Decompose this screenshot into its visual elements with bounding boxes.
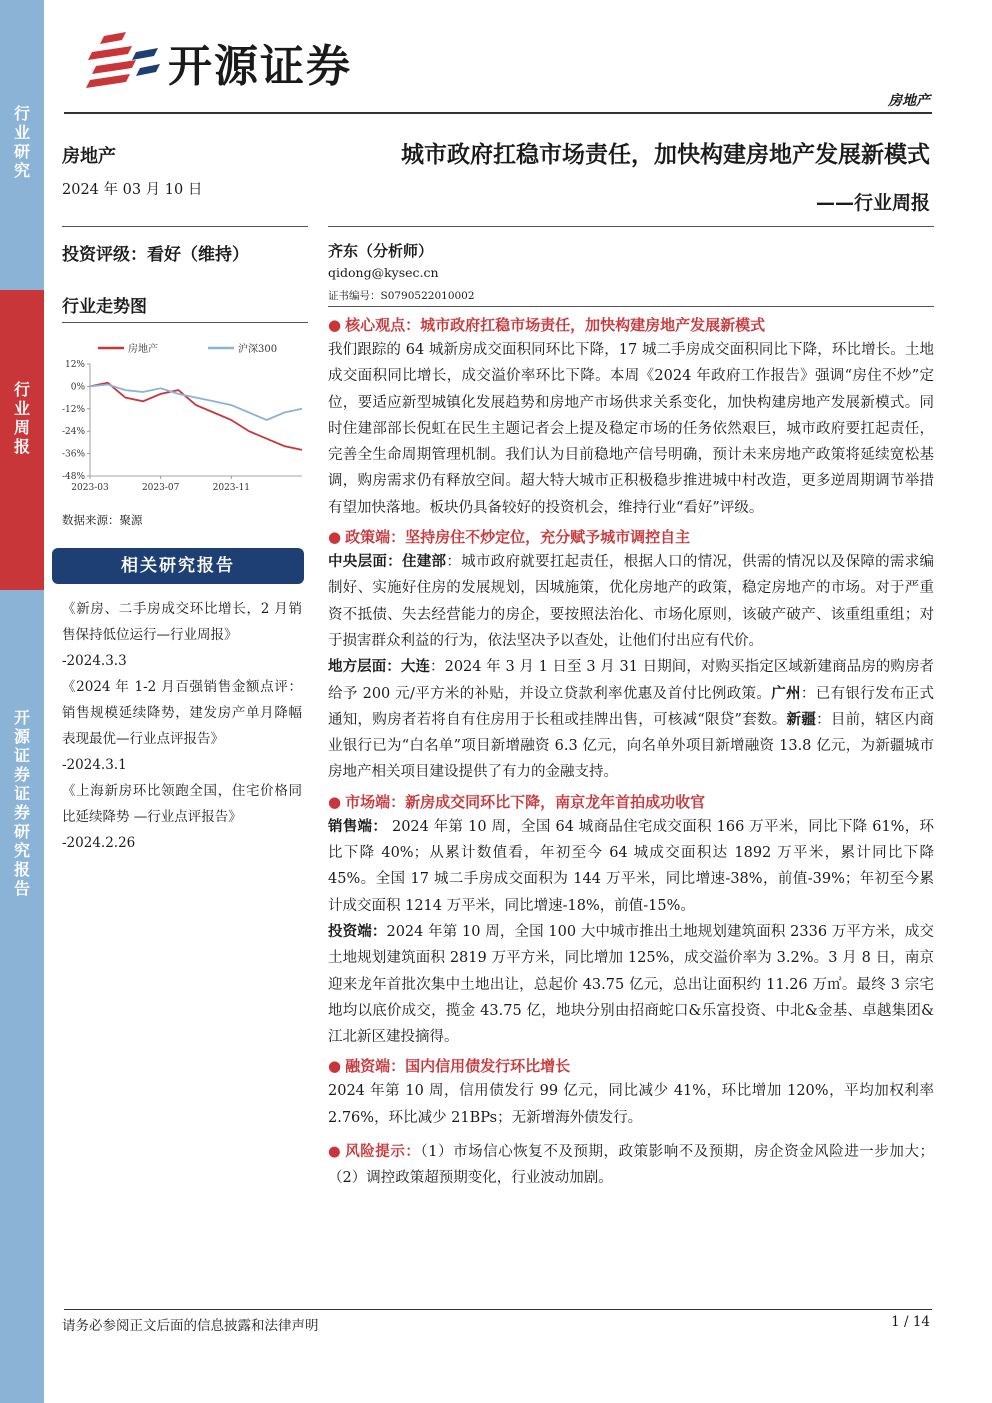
section-market-invest: 投资端：2024 年第 10 周，全国 100 大中城市推出土地规划建筑面积 2336 万平方米，成交土地规划建筑面积 2819 万平方米，同比增加 125%，成交溢价率为 3.2%。3 月 8 日，南京迎来龙年首批次集中土地出让，总起价 43.75 亿元，总出让面积约 11.26 万㎡。最终 3 宗宅地均以底价成交，揽金 43.75 亿，地块分别由招商蛇口&乐富投资、中北&金基、卓越集团&江北新区建投摘得。 [328,923,934,1046]
footer-divider [64,1309,932,1310]
chart-y-tick-label: 0% [70,382,85,393]
trend-title: 行业走势图 [62,297,147,317]
sidebar-strip-bottom [0,590,44,1403]
section-finance-body: 2024 年第 10 周，信用债发行 99 亿元，同比减少 41%，环比增加 120%，平均加权利率 2.76%，环比减少 21BPs；无新增海外债发行。 [328,1083,934,1126]
report-body [328,313,934,1192]
chart-x-tick-label: 2023-07 [141,483,180,493]
related-report-item[interactable] [62,596,302,674]
analyst-email[interactable]: qidong@kysec.cn [328,265,439,280]
chart-series-line [90,385,302,421]
left-divider-1 [62,226,308,227]
related-report-list [62,596,302,856]
section-finance-heading: ● 融资端：国内信用债发行环比增长 [328,1057,571,1076]
section-market-heading: ● 市场端：新房成交同环比下降，南京龙年首拍成功收官 [328,792,706,811]
analyst-cert: 证书编号：S0790522010002 [328,290,475,302]
left-divider-2 [62,322,308,323]
footer-page-number: 1 / 14 [891,1314,930,1330]
chart-y-tick-label: -12% [61,404,85,415]
right-divider [328,226,934,227]
section-risk: ● 风险提示：（1）市场信心恢复不及预期，政策影响不及预期，房企资金风险进一步加大；（2）调控政策超预期变化，行业波动加剧。 [328,1144,934,1187]
investment-rating [62,240,306,265]
analyst-name: 齐东（分析师） [328,242,434,260]
sidebar-strip-mid [0,290,44,590]
chart-y-tick-label: 12% [64,360,85,370]
chart-legend-label: 房地产 [128,344,158,355]
related-report-date: -2024.2.26 [62,835,136,851]
brand-logo-icon [86,32,160,88]
chart-x-tick-label: 2023-03 [71,483,109,493]
sidebar-label-mid: 行业周报 [13,380,30,456]
industry-name: 房地产 [62,146,116,167]
data-source: 数据来源：聚源 [62,513,143,527]
analyst-divider [328,306,934,307]
related-report-item[interactable] [62,778,302,856]
section-core-view-body: 我们跟踪的 64 城新房成交面积同环比下降，17 城二手房成交面积同比下降，环比增长。土地成交面积同比增长，成交溢价率环比下降。本周《2024 年政府工作报告》强调“房住不炒”定位，要适应新型城镇化发展趋势和房地产市场供求关系变化，加快构建房地产发展新模式。同时住建部部长倪虹在民生主题记者会上提及稳定市场的任务依然艰巨，城市政府要扛起责任，完善全生命周期管理机制。我们认为目前稳地产信号明确，预计未来房地产政策将延续宽松基调，购房需求仍有释放空间。超大特大城市正积极稳步推进城中村改造，更多逆周期调节举措有望加快落地。板块仍具备较好的投资机会，维持行业“看好”评级。 [328,342,934,516]
footer-disclaimer: 请务必参阅正文后面的信息披露和法律声明 [62,1318,319,1334]
risk-heading: ● 风险提示： [328,1144,421,1161]
section-core-view-heading: ● 核心观点：城市政府扛稳市场责任，加快构建房地产发展新模式 [328,316,766,334]
chart-series-line [90,383,302,450]
related-report-title: 《2024 年 1-2 月百强销售金额点评：销售规模延续降势，建发房产单月降幅表现最优—行业点评报告》 [62,679,302,747]
sidebar-strip-top [0,0,44,290]
chart-legend-label: 沪深300 [238,344,278,355]
section-policy-local: 地方层面：大连：2024 年 3 月 1 日至 3 月 31 日期间，对购买指定区域新建商品房的购房者给予 200 元/平方米的补贴，并设立贷款利率优惠及首付比例政策。广州：已有银行发布正式通知，购房者若将自有住房用于长租或挂牌出售，可核减“限贷”套数。新疆：目前，辖区内商业银行已为“白名单”项目新增融资 6.3 亿元，向名单外项目新增融资 13.8 亿元，为新疆城市房地产相关项目建设提供了有力的金融支持。 [328,659,935,781]
header-category: 房地产 [888,93,930,109]
report-main-title: 城市政府扛稳市场责任，加快构建房地产发展新模式 [401,142,930,168]
related-report-title: 《新房、二手房成交环比增长，2 月销售保持低位运行—行业周报》 [62,601,302,643]
report-subtitle: ——行业周报 [815,192,930,214]
trend-chart [58,330,308,500]
rating-label: 投资评级： [62,245,147,265]
chart-y-tick-label: -36% [61,449,85,460]
related-report-date: -2024.3.1 [62,757,127,773]
section-market-sales: 销售端： 2024 年第 10 周，全国 64 城商品住宅成交面积 166 万平米，同比下降 61%，环比下降 40%；从累计数值看，年初至今 64 城成交面积达 1892 万平米，累计同比下降 45%。全国 17 城二手房成交面积为 144 万平米，同比增速-38%，前值-39%；年初至今累计成交面积 1214 万平米，同比增速-18%，前值-15%。 [328,818,935,914]
rating-value: 看好（维持） [147,245,249,265]
section-policy-central: 中央层面：住建部：城市政府就要扛起责任，根据人口的情况，供需的情况以及保障的需求编制好、实施好住房的发展规划，因城施策，优化房地产的政策，稳定房地产的市场。对于严重资不抵债、失去经营能力的房企，要按照法治化、市场化原则，该破产破产、该重组重组；对于损害群众利益的行为，依法坚决予以查处，让他们付出应有代价。 [328,554,935,649]
header-divider [64,112,932,114]
report-date: 2024 年 03 月 10 日 [62,182,203,198]
chart-x-tick-label: 2023-11 [212,483,251,493]
sidebar-label-bottom: 开源证券 证券研究报告 [13,708,30,898]
brand-name: 开源证券 [168,41,352,92]
related-report-title: 《上海新房环比领跑全国，住宅价格同比延续降势 —行业点评报告》 [62,783,302,825]
sidebar-label-top: 行业研究 [13,104,30,180]
chart-y-tick-label: -24% [61,427,85,438]
related-reports-header: 相关研究报告 [52,548,304,584]
chart-y-tick-label: -48% [61,472,85,482]
section-policy-heading: ● 政策端：坚持房住不炒定位，充分赋予城市调控自主 [328,528,691,547]
related-report-item[interactable] [62,674,302,778]
related-report-date: -2024.3.3 [62,653,127,669]
